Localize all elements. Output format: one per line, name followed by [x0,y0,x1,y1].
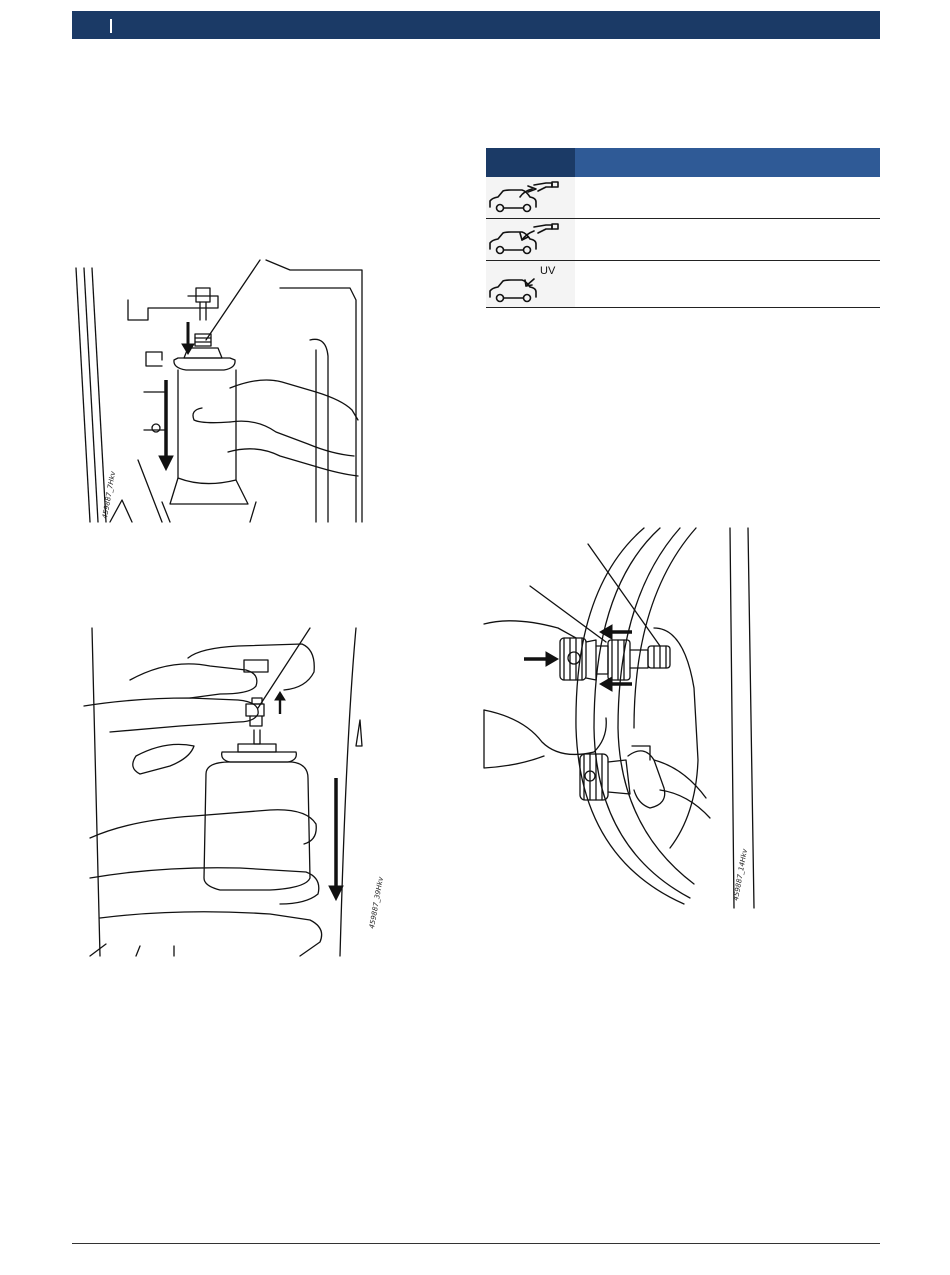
table-header-cell-icon [486,148,575,177]
figure-service-coupler [484,528,774,908]
uv-label: UV [540,265,556,277]
figure-code: 459887_14Hkv [732,848,750,902]
table-cell-description [575,261,880,308]
car-uv-dye-icon [486,261,575,307]
icon-table [486,148,880,308]
table-row [486,219,880,261]
figure-code: 459887_7Hkv [101,470,118,520]
table-cell-icon [486,261,575,308]
illustration-bottle-connection [70,628,370,956]
table-cell-icon [486,177,575,219]
car-service-oil-in-icon [486,219,575,260]
table-cell-icon [486,219,575,261]
table-header [486,148,880,177]
table-header-cell-description [575,148,880,177]
header-marker [110,19,112,33]
table-cell-description [575,177,880,219]
table-cell-description [575,219,880,261]
car-service-oil-out-icon [486,177,575,218]
footer-rule [72,1243,880,1244]
figure-oil-bottle-removal [70,260,370,522]
figure-code: 459887_39Hkv [368,876,386,930]
illustration-service-coupler [484,528,774,908]
header-bar [72,11,880,39]
figure-bottle-connection [70,628,386,956]
table-row [486,177,880,219]
table-row [486,261,880,308]
